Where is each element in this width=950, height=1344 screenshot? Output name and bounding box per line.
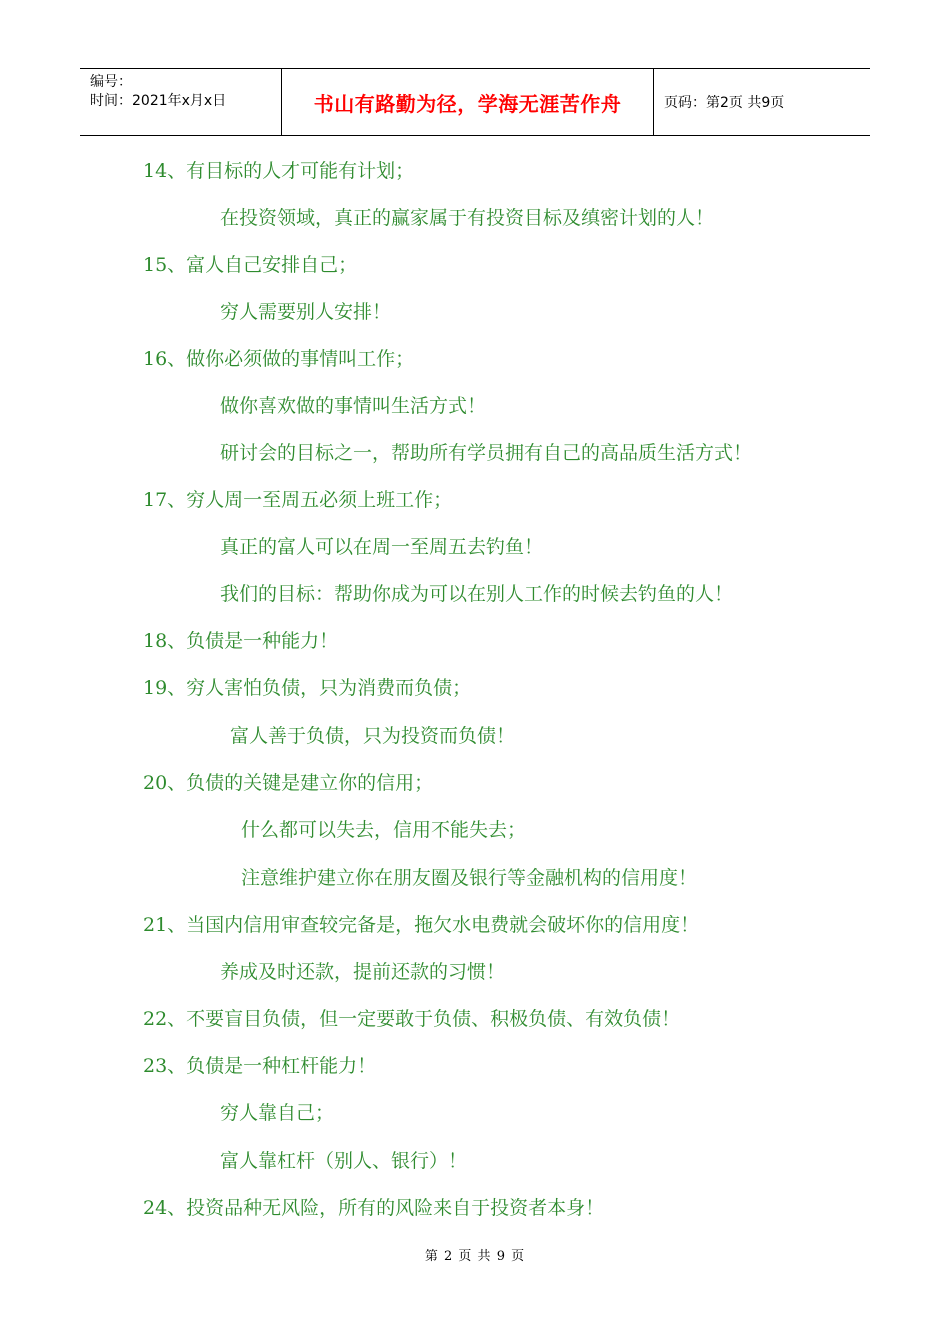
- number-label: 编号：: [90, 74, 132, 90]
- item-17-detail-1: 真正的富人可以在周一至周五去钓鱼！: [220, 536, 544, 558]
- item-18-heading: 18、负债是一种能力！: [143, 630, 339, 652]
- item-20-heading: 20、负债的关键是建立你的信用；: [143, 772, 434, 794]
- item-21-detail: 养成及时还款，提前还款的习惯！: [220, 961, 506, 983]
- item-16-detail-1: 做你喜欢做的事情叫生活方式！: [220, 395, 487, 417]
- item-23-detail-1: 穷人靠自己；: [220, 1102, 335, 1124]
- page-header: [80, 68, 870, 136]
- page-footer: 第 2 页 共 9 页: [424, 1249, 526, 1264]
- item-16-detail-2: 研讨会的目标之一，帮助所有学员拥有自己的高品质生活方式！: [220, 442, 753, 464]
- item-22-heading: 22、不要盲目负债，但一定要敢于负债、积极负债、有效负债！: [143, 1008, 681, 1030]
- item-17-heading: 17、穷人周一至周五必须上班工作；: [143, 489, 453, 511]
- header-meta: [80, 69, 282, 135]
- item-23-heading: 23、负债是一种杠杆能力！: [143, 1055, 377, 1077]
- item-24-heading: 24、投资品种无风险，所有的风险来自于投资者本身！: [143, 1197, 605, 1219]
- item-19-detail: 富人善于负债，只为投资而负债！: [230, 725, 516, 747]
- header-motto: 书山有路勤为径，学海无涯苦作舟: [282, 69, 654, 135]
- time-label: 时间：2021年x月x日: [90, 93, 227, 109]
- item-21-heading: 21、当国内信用审查较完备是，拖欠水电费就会破坏你的信用度！: [143, 914, 700, 936]
- item-17-detail-2: 我们的目标：帮助你成为可以在别人工作的时候去钓鱼的人！: [220, 583, 734, 605]
- item-16-heading: 16、做你必须做的事情叫工作；: [143, 348, 415, 370]
- item-23-detail-2: 富人靠杠杆（别人、银行）！: [220, 1150, 468, 1172]
- item-15-detail: 穷人需要别人安排！: [220, 301, 392, 323]
- item-14-heading: 14、有目标的人才可能有计划；: [143, 160, 415, 182]
- item-15-heading: 15、富人自己安排自己；: [143, 254, 358, 276]
- item-19-heading: 19、穷人害怕负债，只为消费而负债；: [143, 677, 472, 699]
- item-20-detail-1: 什么都可以失去，信用不能失去；: [241, 819, 527, 841]
- item-20-detail-2: 注意维护建立你在朋友圈及银行等金融机构的信用度！: [241, 867, 698, 889]
- header-page-code: 页码：第2页 共9页: [664, 95, 785, 111]
- item-14-detail: 在投资领域，真正的赢家属于有投资目标及缜密计划的人！: [220, 207, 715, 229]
